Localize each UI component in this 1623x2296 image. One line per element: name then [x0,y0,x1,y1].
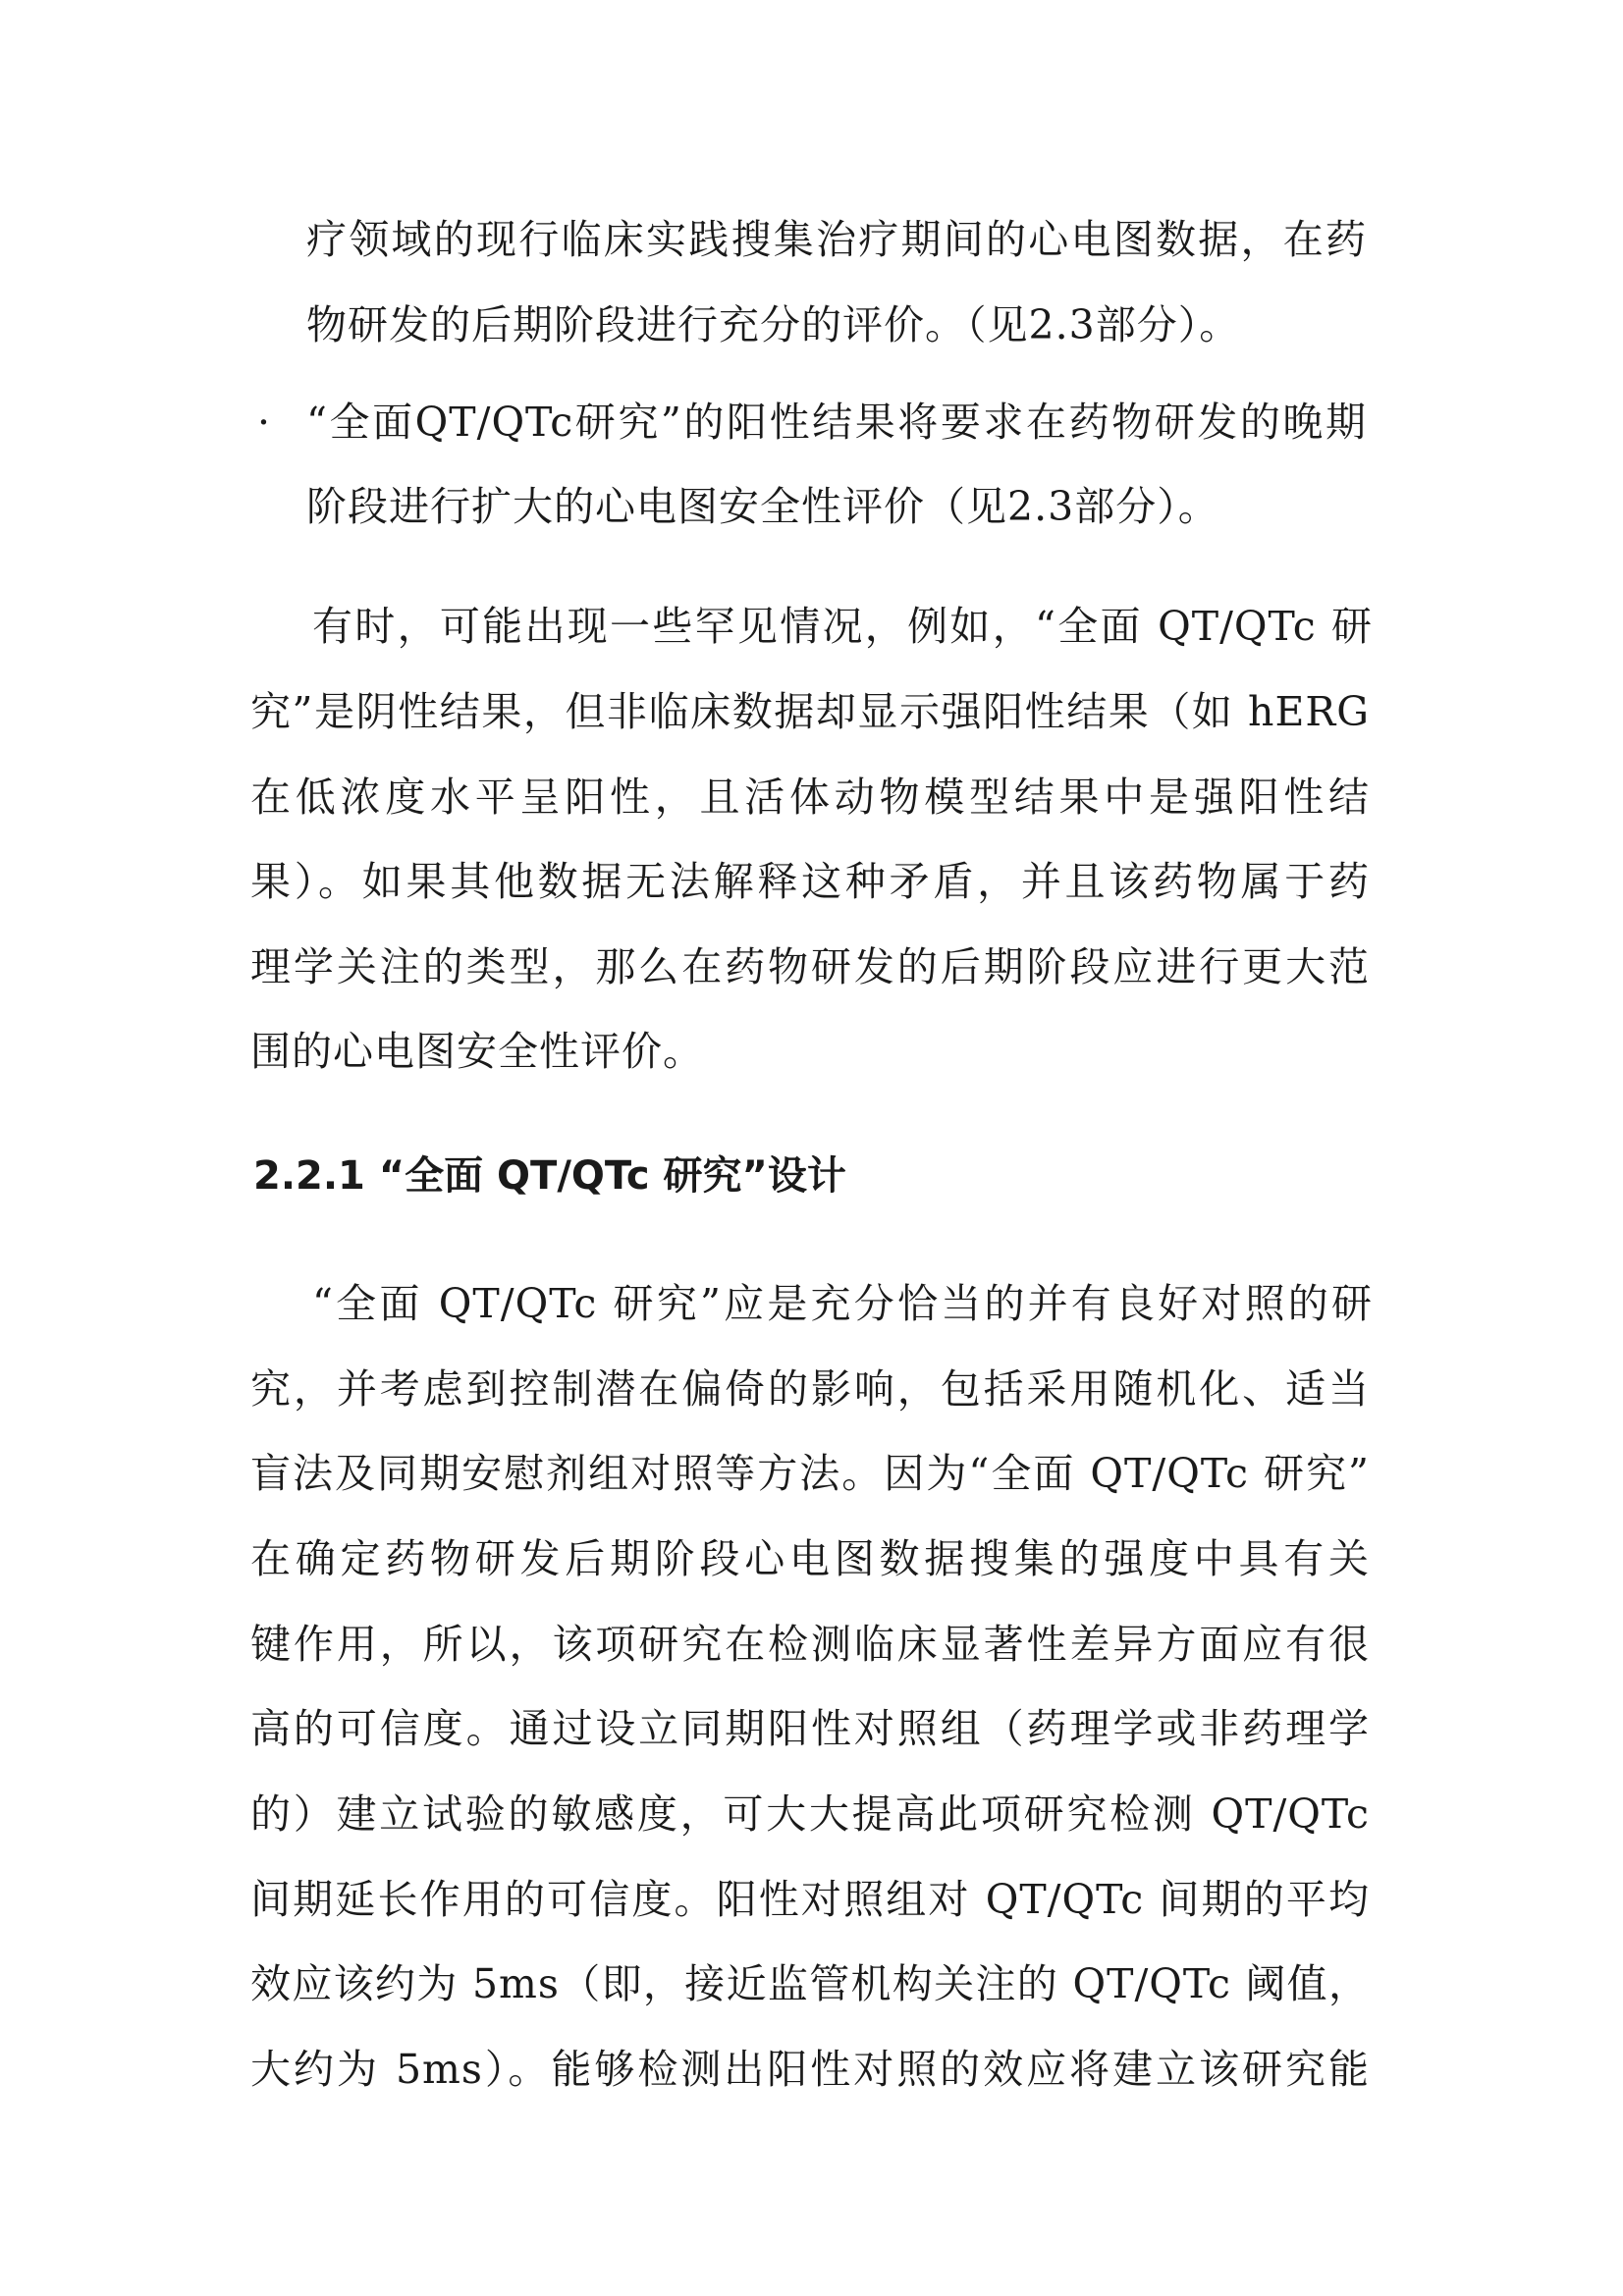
bullet2-line-2: 阶段进行扩大的心电图安全性评价（见2.3部分）。 [306,483,1219,530]
para2-line-3: 盲法及同期安慰剂组对照等方法。因为“全面 QT/QTc 研究” [250,1450,1370,1497]
para2-line-2: 究，并考虑到控制潜在偏倚的影响，包括采用随机化、适当 [250,1365,1370,1413]
para2-line-5: 键作用，所以，该项研究在检测临床显著性差异方面应有很 [250,1621,1370,1668]
para1-line-4: 果）。如果其他数据无法解释这种矛盾，并且该药物属于药 [250,858,1370,905]
bullet1-continued-line-1: 疗领域的现行临床实践搜集治疗期间的心电图数据，在药 [306,216,1367,263]
para1-line-5: 理学关注的类型，那么在药物研发的后期阶段应进行更大范 [250,943,1370,990]
para1-line-2: 究”是阴性结果，但非临床数据却显示强阳性结果（如 hERG [250,688,1370,735]
para2-line-8: 间期延长作用的可信度。阳性对照组对 QT/QTc 间期的平均 [250,1876,1370,1923]
bullet2-line-1: “全面QT/QTc研究”的阳性结果将要求在药物研发的晚期 [306,399,1367,446]
section-heading: 2.2.1 “全面 QT/QTc 研究”设计 [253,1153,846,1199]
para2-line-9: 效应该约为 5ms（即，接近监管机构关注的 QT/QTc 阈值， [250,1960,1370,2007]
para2-line-6: 高的可信度。通过设立同期阳性对照组（药理学或非药理学 [250,1705,1370,1752]
para2-line-10: 大约为 5ms）。能够检测出阳性对照的效应将建立该研究能 [250,2046,1370,2093]
para2-line-4: 在确定药物研发后期阶段心电图数据搜集的强度中具有关 [250,1535,1370,1582]
para1-line-6: 围的心电图安全性评价。 [250,1028,704,1075]
bullet-marker: · [257,399,271,446]
para1-line-1: 有时，可能出现一些罕见情况，例如，“全面 QT/QTc 研 [312,603,1373,650]
bullet1-continued-line-2: 物研发的后期阶段进行充分的评价。（见2.3部分）。 [306,301,1241,348]
para2-line-1: “全面 QT/QTc 研究”应是充分恰当的并有良好对照的研 [312,1280,1373,1327]
para1-line-3: 在低浓度水平呈阳性，且活体动物模型结果中是强阳性结 [250,774,1370,821]
para2-line-7: 的）建立试验的敏感度，可大大提高此项研究检测 QT/QTc [250,1790,1370,1838]
